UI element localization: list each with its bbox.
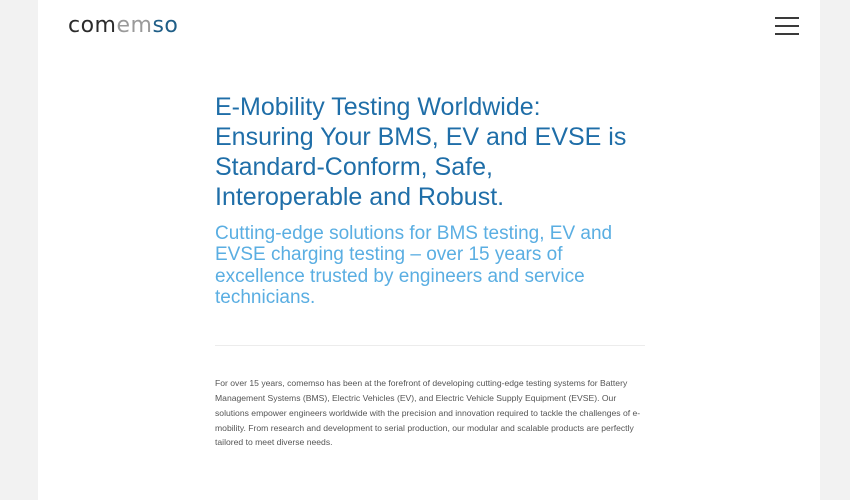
menu-bar-bottom xyxy=(775,33,799,35)
hero-section xyxy=(215,92,645,459)
menu-bar-top xyxy=(775,17,799,19)
section-divider xyxy=(215,345,645,346)
page-container xyxy=(38,0,820,500)
hero-headline: E-Mobility Testing Worldwide: Ensuring Your BMS, EV and EVSE is Standard-Conform, Safe, Interoperable and Robust. xyxy=(215,93,627,211)
intro-paragraph: For over 15 years, comemso has been at the forefront of developing cutting-edge testing systems for Battery Management Systems (BMS), Electric Vehicles (EV), and Electric Vehicle Supply Equipment (EVSE). Our solutions empower engineers worldwide with the precision and innovation required to tackle the challenges of e-mobility. From research and development to serial production, our modular and scalable products are perfectly tailored to meet diverse needs. xyxy=(215,378,641,448)
hamburger-menu-icon[interactable] xyxy=(775,15,801,37)
menu-bar-middle xyxy=(775,25,799,27)
logo-text-so: so xyxy=(152,13,179,38)
logo[interactable] xyxy=(68,11,178,41)
logo-text-em: em xyxy=(116,13,153,38)
hero-subheadline: Cutting-edge solutions for BMS testing, EV and EVSE charging testing – over 15 years of excellence trusted by engineers and service technicians. xyxy=(215,223,613,308)
logo-text-com: com xyxy=(68,13,117,38)
